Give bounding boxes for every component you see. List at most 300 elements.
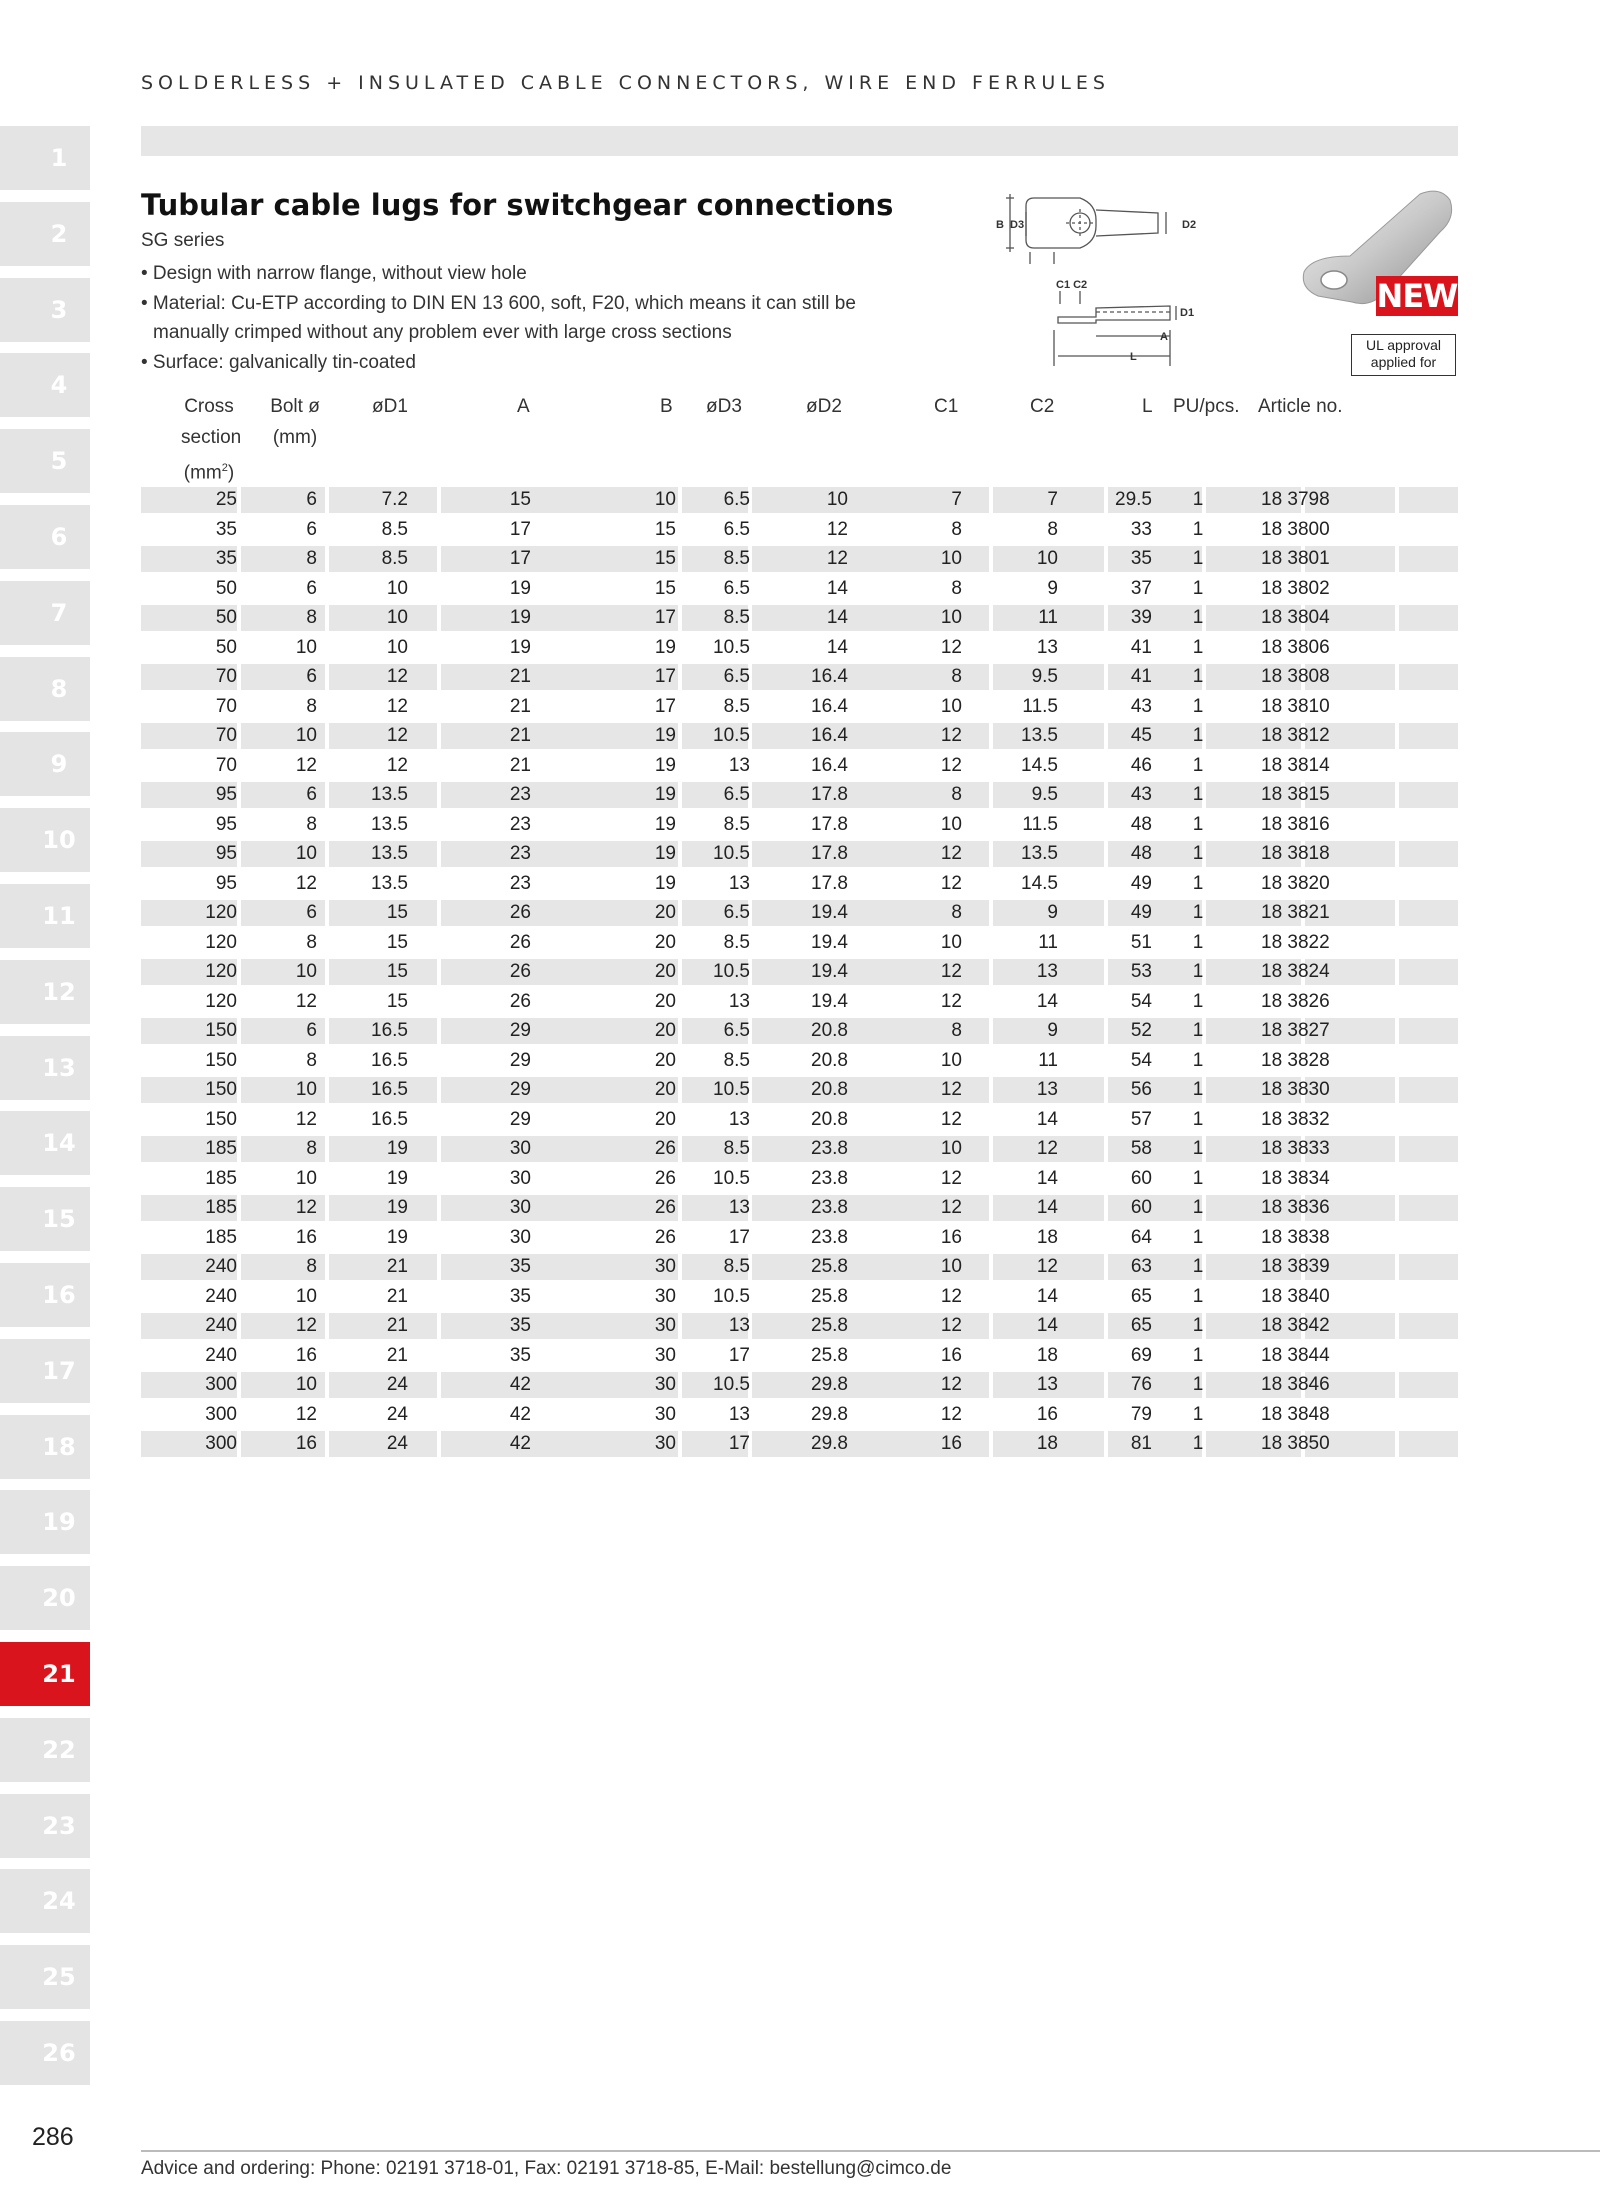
table-cell: 25.8 [811,1344,848,1366]
table-cell: 11 [1038,607,1058,628]
table-cell: 12 [940,1167,962,1189]
chapter-tab-12[interactable]: 12 [0,960,90,1024]
table-cell: 12 [386,666,408,687]
table-cell: 30 [654,1374,676,1395]
table-cell: 18 3818 [1261,843,1330,864]
chapter-tab-22[interactable]: 22 [0,1718,90,1782]
table-cell: 1 [1192,1285,1204,1307]
table-cell: 19.4 [811,961,848,982]
table-cell: 9 [1047,902,1058,923]
table-cell: 1 [1192,1344,1204,1366]
chapter-tab-15[interactable]: 15 [0,1187,90,1251]
table-cell: 12 [386,725,408,746]
table-cell: 17 [654,666,676,687]
table-cell: 6 [306,902,317,923]
table-cell: 42 [509,1433,531,1454]
table-cell: 24 [386,1403,408,1425]
table-cell: 12 [295,1315,317,1336]
table-cell: 6 [306,666,317,687]
feature-item: manually crimped without any problem ever with large cross sections [153,322,732,343]
table-cell: 20.8 [811,1020,848,1041]
table-cell: 48 [1130,813,1152,835]
table-cell: 23.8 [811,1138,848,1159]
table-cell: 21 [386,1285,408,1307]
table-cell: 19 [654,636,676,658]
table-cell: 150 [205,1079,237,1100]
dim-label-b: B [996,219,1004,231]
table-cell: 1 [1192,1256,1204,1277]
col-header-b: B [660,396,673,417]
table-cell: 7 [951,489,962,510]
table-cell: 12 [940,843,962,864]
table-cell: 19.4 [811,990,848,1012]
table-cell: 23.8 [811,1167,848,1189]
table-cell: 60 [1130,1197,1152,1218]
table-cell: 17 [509,548,531,569]
table-cell: 185 [205,1138,237,1159]
table-cell: 120 [205,931,237,953]
chapter-tab-17[interactable]: 17 [0,1339,90,1403]
table-row [141,485,1458,515]
dim-label-c1c2: C1 C2 [1056,279,1088,291]
chapter-tab-4[interactable]: 4 [0,353,90,417]
table-cell: 10.5 [713,1167,750,1189]
table-cell: 17.8 [811,843,848,864]
table-cell: 15 [654,548,676,569]
table-cell: 18 3836 [1261,1197,1330,1218]
dim-label-l: L [1130,351,1137,363]
table-cell: 18 3812 [1261,725,1330,746]
table-cell: 12 [1036,1138,1058,1159]
table-cell: 1 [1192,902,1204,923]
col-header-d3: øD3 [706,396,742,417]
table-cell: 53 [1130,961,1152,982]
table-cell: 7.2 [381,489,408,510]
table-cell: 64 [1130,1226,1152,1248]
table-cell: 1 [1192,489,1204,510]
table-cell: 1 [1192,518,1204,540]
table-row [141,574,1458,604]
table-row [141,1341,1458,1371]
table-cell: 12 [295,990,317,1012]
table-cell: 19 [654,784,676,805]
table-cell: 20.8 [811,1049,848,1071]
table-cell: 10 [1036,548,1058,569]
table-cell: 8 [951,666,962,687]
table-cell: 8.5 [723,1138,750,1159]
table-cell: 1 [1192,961,1204,982]
table-cell: 18 3800 [1261,518,1330,540]
table-cell: 51 [1130,931,1152,953]
col-header-a: A [517,396,530,417]
table-cell: 30 [654,1256,676,1277]
chapter-tab-25[interactable]: 25 [0,1945,90,2009]
table-cell: 8 [306,607,317,628]
table-cell: 12 [386,695,408,717]
table-cell: 17.8 [811,872,848,894]
table-cell: 6 [306,1020,317,1041]
table-cell: 15 [386,931,408,953]
table-cell: 6.5 [723,1020,750,1041]
table-row [141,898,1458,928]
table-cell: 17.8 [811,784,848,805]
table-cell: 185 [205,1167,237,1189]
table-cell: 26 [509,902,531,923]
table-cell: 8 [1047,518,1058,540]
table-cell: 16.4 [811,695,848,717]
dim-label-a: A [1160,331,1168,343]
table-cell: 10 [295,636,317,658]
table-row [141,987,1458,1017]
table-cell: 6.5 [723,577,750,599]
chapter-tab-26[interactable]: 26 [0,2021,90,2085]
table-cell: 10.5 [713,1079,750,1100]
table-cell: 14.5 [1021,872,1058,894]
table-cell: 15 [386,961,408,982]
table-cell: 12 [295,754,317,776]
dim-label-d1: D1 [1180,307,1195,319]
table-cell: 8 [306,813,317,835]
chapter-tab-5[interactable]: 5 [0,429,90,493]
table-cell: 15 [386,902,408,923]
table-cell: 18 3798 [1261,489,1330,510]
table-cell: 240 [205,1256,237,1277]
table-cell: 52 [1130,1020,1152,1041]
table-cell: 29 [509,1020,531,1041]
table-cell: 26 [509,990,531,1012]
table-cell: 19 [654,754,676,776]
table-cell: 25 [215,489,237,510]
table-cell: 23.8 [811,1226,848,1248]
table-cell: 12 [940,961,962,982]
table-row [141,721,1458,751]
table-cell: 185 [205,1226,237,1248]
col-header-d2: øD2 [806,396,842,417]
chapter-tab-2[interactable]: 2 [0,202,90,266]
table-row [141,780,1458,810]
footer-contact: Advice and ordering: Phone: 02191 3718-01, Fax: 02191 3718-85, E-Mail: bestellung@cimco.de [141,2158,952,2179]
table-row [141,692,1458,722]
chapter-tab-16[interactable]: 16 [0,1263,90,1327]
table-cell: 48 [1130,843,1152,864]
table-cell: 29 [509,1108,531,1130]
table-cell: 12 [940,1079,962,1100]
col-header-pu: PU/pcs. [1173,396,1240,417]
table-cell: 30 [509,1138,531,1159]
chapter-tab-11[interactable]: 11 [0,884,90,948]
feature-item: • Surface: galvanically tin-coated [141,351,416,373]
table-cell: 81 [1130,1433,1152,1454]
table-cell: 1 [1192,695,1204,717]
table-cell: 9 [1047,577,1058,599]
table-cell: 16.4 [811,725,848,746]
table-cell: 18 [1036,1433,1058,1454]
chapter-tab-24[interactable]: 24 [0,1869,90,1933]
table-row [141,1193,1458,1223]
table-cell: 13.5 [371,843,408,864]
table-cell: 25.8 [811,1256,848,1277]
table-cell: 16.5 [371,1049,408,1071]
chapter-tab-21[interactable]: 21 [0,1642,90,1706]
table-cell: 10 [940,607,962,628]
table-cell: 8.5 [381,548,408,569]
table-cell: 6 [306,577,317,599]
table-cell: 10 [940,931,962,953]
table-cell: 21 [509,695,531,717]
table-cell: 70 [215,666,237,687]
table-cell: 69 [1130,1344,1152,1366]
table-cell: 37 [1130,577,1152,599]
table-cell: 11 [1038,931,1058,953]
table-cell: 70 [215,695,237,717]
table-cell: 29 [509,1049,531,1071]
table-cell: 18 3840 [1261,1285,1330,1307]
table-cell: 45 [1130,725,1152,746]
table-cell: 1 [1192,636,1204,658]
chapter-tab-1[interactable]: 1 [0,126,90,190]
table-cell: 1 [1192,1433,1204,1454]
table-cell: 1 [1192,607,1204,628]
table-cell: 49 [1130,902,1152,923]
table-cell: 300 [205,1374,237,1395]
chapter-tab-6[interactable]: 6 [0,505,90,569]
table-cell: 42 [509,1403,531,1425]
table-cell: 13 [728,872,750,894]
table-cell: 16 [940,1226,962,1248]
table-cell: 16.4 [811,666,848,687]
table-cell: 14 [826,636,848,658]
chapter-tab-20[interactable]: 20 [0,1566,90,1630]
table-cell: 12 [940,636,962,658]
table-cell: 16.5 [371,1020,408,1041]
table-cell: 8 [306,1138,317,1159]
table-cell: 10 [295,1079,317,1100]
table-cell: 12 [940,1285,962,1307]
table-cell: 12 [940,1374,962,1395]
table-cell: 18 3834 [1261,1167,1330,1189]
table-cell: 15 [386,990,408,1012]
table-cell: 41 [1130,636,1152,658]
page-number: 286 [32,2123,74,2151]
table-cell: 46 [1130,754,1152,776]
table-cell: 19 [386,1197,408,1218]
chapter-tab-18[interactable]: 18 [0,1415,90,1479]
table-cell: 9.5 [1031,784,1058,805]
table-cell: 23 [509,813,531,835]
table-cell: 23 [509,843,531,864]
table-row [141,1223,1458,1253]
table-cell: 14 [1036,1315,1058,1336]
table-cell: 12 [295,1197,317,1218]
table-cell: 76 [1130,1374,1152,1395]
table-cell: 1 [1192,1315,1204,1336]
table-cell: 19 [654,843,676,864]
table-cell: 1 [1192,931,1204,953]
table-row [141,1075,1458,1105]
chapter-tab-19[interactable]: 19 [0,1490,90,1554]
table-cell: 10 [386,636,408,658]
table-cell: 12 [295,1403,317,1425]
table-cell: 12 [940,725,962,746]
table-row [141,839,1458,869]
table-row [141,1282,1458,1312]
table-cell: 7 [1047,489,1058,510]
table-cell: 8.5 [723,813,750,835]
table-cell: 95 [215,843,237,864]
table-cell: 23 [509,784,531,805]
table-cell: 65 [1130,1285,1152,1307]
table-cell: 8 [951,577,962,599]
table-cell: 23 [509,872,531,894]
table-cell: 18 3810 [1261,695,1330,717]
table-cell: 54 [1130,1049,1152,1071]
table-cell: 49 [1130,872,1152,894]
table-cell: 35 [509,1285,531,1307]
chapter-tab-7[interactable]: 7 [0,581,90,645]
table-cell: 120 [205,902,237,923]
chapter-tab-10[interactable]: 10 [0,808,90,872]
table-cell: 43 [1130,695,1152,717]
table-cell: 240 [205,1344,237,1366]
table-cell: 20 [654,1079,676,1100]
table-cell: 18 3846 [1261,1374,1330,1395]
table-cell: 6 [306,784,317,805]
col-header-l: L [1142,396,1153,417]
table-cell: 18 [1036,1226,1058,1248]
table-cell: 18 3842 [1261,1315,1330,1336]
table-cell: 1 [1192,990,1204,1012]
table-cell: 14 [826,607,848,628]
table-cell: 19 [509,577,531,599]
table-cell: 20.8 [811,1079,848,1100]
table-cell: 18 3806 [1261,636,1330,658]
col-header-article: Article no. [1258,396,1343,417]
table-cell: 9 [1047,1020,1058,1041]
table-cell: 10 [386,607,408,628]
col-header-d1: øD1 [372,396,408,417]
chapter-tab-3[interactable]: 3 [0,278,90,342]
technical-drawing [996,190,1236,372]
table-cell: 1 [1192,813,1204,835]
table-cell: 1 [1192,872,1204,894]
table-cell: 35 [509,1256,531,1277]
ul-approval-line: UL approval [1366,337,1441,353]
table-cell: 8 [306,931,317,953]
ul-approval-line: applied for [1370,354,1437,370]
table-cell: 19 [386,1167,408,1189]
table-cell: 10 [940,1256,962,1277]
table-cell: 26 [654,1197,676,1218]
table-row [141,1164,1458,1194]
table-cell: 16 [295,1344,317,1366]
table-cell: 18 3828 [1261,1049,1330,1071]
chapter-tab-14[interactable]: 14 [0,1111,90,1175]
table-row [141,1134,1458,1164]
table-cell: 6.5 [723,489,750,510]
table-cell: 15 [654,577,676,599]
table-cell: 18 3808 [1261,666,1330,687]
table-cell: 50 [215,577,237,599]
table-cell: 17 [728,1433,750,1454]
table-row [141,810,1458,840]
table-cell: 13.5 [1021,843,1058,864]
footer-divider [141,2150,1600,2152]
dim-label-d2: D2 [1182,219,1197,231]
table-cell: 10.5 [713,1374,750,1395]
table-cell: 26 [654,1138,676,1159]
table-cell: 1 [1192,725,1204,746]
table-cell: 39 [1130,607,1152,628]
table-cell: 12 [386,754,408,776]
table-cell: 13 [728,1108,750,1130]
table-cell: 12 [295,1108,317,1130]
table-cell: 20 [654,961,676,982]
table-cell: 21 [386,1256,408,1277]
table-cell: 10 [295,843,317,864]
table-cell: 10.5 [713,961,750,982]
table-cell: 10 [295,961,317,982]
table-cell: 12 [940,1108,962,1130]
table-body [141,485,1458,1459]
col-header-bolt: Bolt ø (mm) [270,396,320,448]
table-cell: 18 3827 [1261,1020,1330,1041]
table-cell: 6.5 [723,902,750,923]
table-cell: 20 [654,1020,676,1041]
table-cell: 12 [826,518,848,540]
chapter-tab-23[interactable]: 23 [0,1794,90,1858]
table-cell: 18 [1036,1344,1058,1366]
table-cell: 14.5 [1021,754,1058,776]
table-cell: 11 [1038,1049,1058,1071]
table-cell: 8.5 [723,1049,750,1071]
table-cell: 24 [386,1433,408,1454]
table-cell: 185 [205,1197,237,1218]
table-cell: 12 [940,1315,962,1336]
table-cell: 19 [654,872,676,894]
table-cell: 14 [1036,1285,1058,1307]
table-cell: 15 [509,489,531,510]
table-cell: 30 [509,1167,531,1189]
product-series: SG series [141,230,225,251]
table-cell: 12 [940,872,962,894]
table-cell: 15 [654,518,676,540]
table-cell: 17 [654,695,676,717]
table-cell: 10 [940,1049,962,1071]
table-cell: 20 [654,902,676,923]
table-cell: 10 [826,489,848,510]
chapter-tab-13[interactable]: 13 [0,1036,90,1100]
table-row [141,544,1458,574]
table-cell: 17 [728,1344,750,1366]
table-cell: 35 [215,518,237,540]
table-cell: 30 [654,1344,676,1366]
table-cell: 150 [205,1020,237,1041]
table-row [141,662,1458,692]
table-cell: 10 [940,695,962,717]
table-cell: 11.5 [1022,813,1058,835]
chapter-tab-8[interactable]: 8 [0,657,90,721]
chapter-tab-9[interactable]: 9 [0,732,90,796]
table-cell: 240 [205,1315,237,1336]
table-cell: 18 3815 [1261,784,1330,805]
table-cell: 16.4 [811,754,848,776]
table-cell: 300 [205,1403,237,1425]
table-cell: 1 [1192,1197,1204,1218]
dim-label-d3: D3 [1010,219,1025,231]
table-cell: 25.8 [811,1315,848,1336]
table-cell: 9.5 [1031,666,1058,687]
table-cell: 19 [654,813,676,835]
